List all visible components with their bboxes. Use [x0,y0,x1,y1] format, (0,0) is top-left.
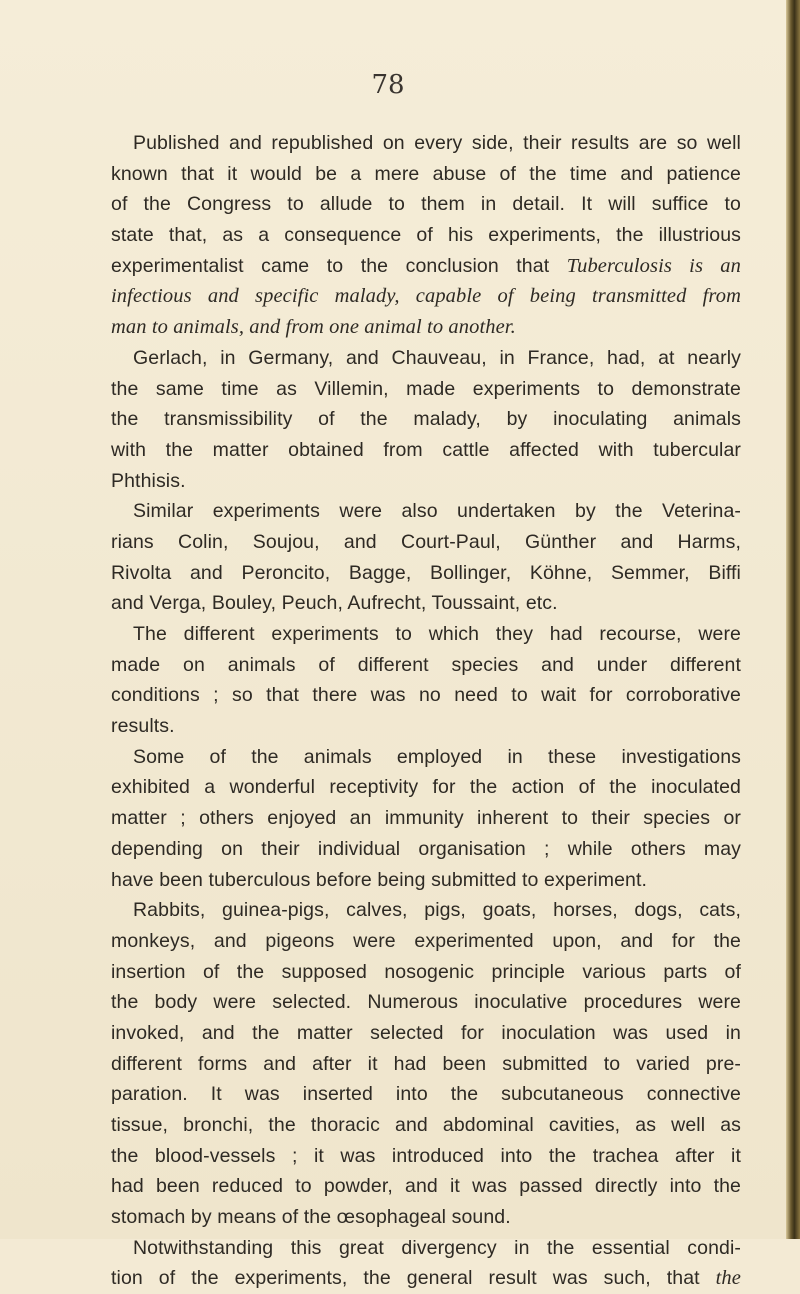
text-line: invoked, and the matter selected for inoculation was used in [111,1021,741,1044]
text-line: Similar experiments were also undertaken by the Veterina- [133,500,741,523]
italic-text: Tuberculosis is an [566,254,741,277]
text-line: Rivolta and Peroncito, Bagge, Bollinger, Köhne, Semmer, Biffi [111,561,741,584]
text-line-italic: man to animals, and from one animal to another. [111,316,516,339]
text-line: and Verga, Bouley, Peuch, Aufrecht, Toussaint, etc. [111,592,558,615]
text-line: monkeys, and pigeons were experimented upon, and for the [111,929,741,952]
text-line: Gerlach, in Germany, and Chauveau, in France, had, at nearly [133,346,741,369]
text-line: the transmissibility of the malady, by inoculating animals [111,408,741,431]
text-line: the same time as Villemin, made experiments to demonstrate [111,377,741,400]
text-line [111,1263,741,1294]
text-line: of the Congress to allude to them in detail. It will suffice to [111,193,741,216]
text-line: Notwithstanding this great divergency in the essential condi- [133,1236,741,1259]
text-segment: experimentalist came to the conclusion that [111,254,550,277]
text-line: state that, as a consequence of his experiments, the illustrious [111,224,741,247]
text-line-italic: infectious and specific malady, capable of being transmitted from [111,285,741,308]
text-line: conditions ; so that there was no need to wait for corroborative [111,684,741,707]
text-line: had been reduced to powder, and it was passed directly into the [111,1175,741,1198]
text-line: the blood-vessels ; it was introduced into the trachea after it [111,1144,741,1167]
italic-text: the [715,1267,741,1290]
text-line: insertion of the supposed nosogenic principle various parts of [111,960,741,983]
text-line: matter ; others enjoyed an immunity inherent to their species or [111,807,741,830]
text-line: different forms and after it had been submitted to varied pre- [111,1052,741,1075]
text-line: paration. It was inserted into the subcutaneous connective [111,1083,741,1106]
text-line: depending on their individual organisation ; while others may [111,837,741,860]
text-line: The different experiments to which they had recourse, were [133,623,741,645]
text-line: rians Colin, Soujou, and Court-Paul, Günther and Harms, [111,530,741,553]
page-edge [786,0,800,1239]
text-line: exhibited a wonderful receptivity for the action of the inoculated [111,776,741,799]
text-line: have been tuberculous before being submitted to experiment. [111,868,647,891]
text-line: known that it would be a mere abuse of the time and patience [111,162,741,185]
text-line: stomach by means of the œsophageal sound. [111,1206,511,1229]
page-number: 78 [371,70,405,100]
text-line: made on animals of different species and under different [111,653,741,676]
text-line: results. [111,715,175,738]
text-line: tissue, bronchi, the thoracic and abdominal cavities, as well as [111,1114,741,1136]
text-line: Published and republished on every side, their results are so well [133,132,741,154]
body-text [111,128,741,1294]
text-segment: tion of the experiments, the general result was such, that [111,1267,700,1290]
text-line [111,251,741,282]
text-line: Phthisis. [111,469,186,492]
text-line: Some of the animals employed in these investigations [133,745,741,768]
text-line: Rabbits, guinea-pigs, calves, pigs, goats, horses, dogs, cats, [133,899,741,922]
text-line: the body were selected. Numerous inoculative procedures were [111,991,741,1014]
text-line: with the matter obtained from cattle affected with tubercular [111,438,741,461]
